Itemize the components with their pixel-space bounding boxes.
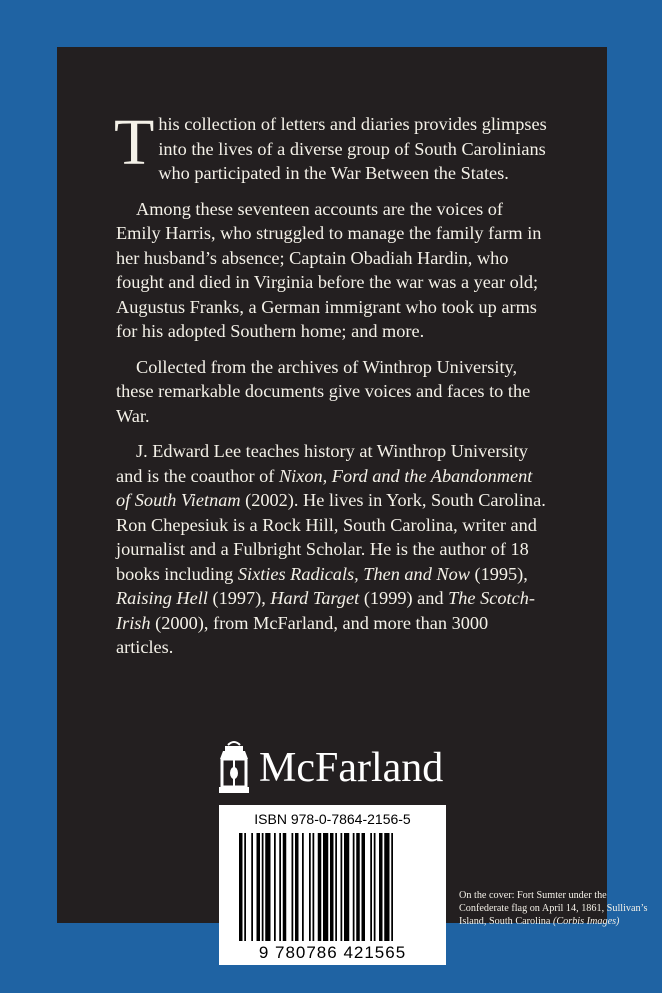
description-paragraph-2: Among these seventeen accounts are the voices of Emily Harris, who struggled to manage the family farm in her husband’s absence; Captain Obadiah Hardin, who fought and died in Virginia before the war was a year old; Augustus Franks, a German immigrant who took up arms for his adopted Southern home; and more. [116,198,542,341]
barcode-bar [302,833,304,941]
description-paragraph-1: This collection of letters and diaries provides glimpses into the lives of a diverse group of South Carolinians who participated in the War Between the States. [114,106,547,183]
barcode-bar [330,833,334,941]
drop-cap: T [114,106,155,179]
barcode-bars [239,833,427,941]
barcode-bar [344,833,349,941]
barcode-digits: 9 780786 421565 [258,943,407,962]
back-cover-copy [114,106,547,671]
barcode-bar [391,833,393,941]
barcode-bar [341,833,343,941]
barcode-bar [251,833,253,941]
barcode-bar [362,833,366,941]
barcode-bar [292,833,294,941]
lantern-icon [215,739,253,797]
barcode-bar [353,833,355,941]
author-bio: J. Edward Lee teaches history at Winthrop University and is the coauthor of Nixon, Ford and the Abandonment of South Vietnam (2002). He lives in York, South Carolina. Ron Chepesiuk is a Rock Hill, South Carolina, writer and journalist and a Fulbright Scholar. He is the author of 18 books including Sixties Radicals, Then and Now (1995), Raising Hell (1997), Hard Target (1999) and The Scotch-Irish (2000), from McFarland, and more than 3000 articles. [116,441,546,657]
publisher-name: McFarland [259,745,444,791]
barcode-bar [309,833,311,941]
barcode-bar [239,833,243,941]
cover-caption: On the cover: Fort Sumter under the Confederate flag on April 14, 1861, Sullivan’s Island, South Carolina (Corbis Images) [459,890,648,927]
barcode-bar [244,833,246,941]
barcode-bar [318,833,322,941]
barcode-bar [265,833,270,941]
isbn-label: ISBN 978-0-7864-2156-5 [254,811,411,827]
barcode-bar [335,833,337,941]
barcode-bar [257,833,261,941]
barcode-bar [374,833,376,941]
barcode-bar [274,833,276,941]
barcode-bar [262,833,264,941]
isbn-barcode [219,805,446,965]
barcode-bar [283,833,287,941]
barcode-bar [379,833,383,941]
barcode-bar [313,833,315,941]
barcode-bar [370,833,372,941]
barcode-bar [323,833,328,941]
barcode-bar [295,833,299,941]
publisher-logo [215,738,443,798]
barcode-bar [279,833,281,941]
barcode-bar [384,833,389,941]
barcode-bar [356,833,360,941]
description-paragraph-3: Collected from the archives of Winthrop University, these remarkable documents give voices and faces to the War. [116,356,531,426]
